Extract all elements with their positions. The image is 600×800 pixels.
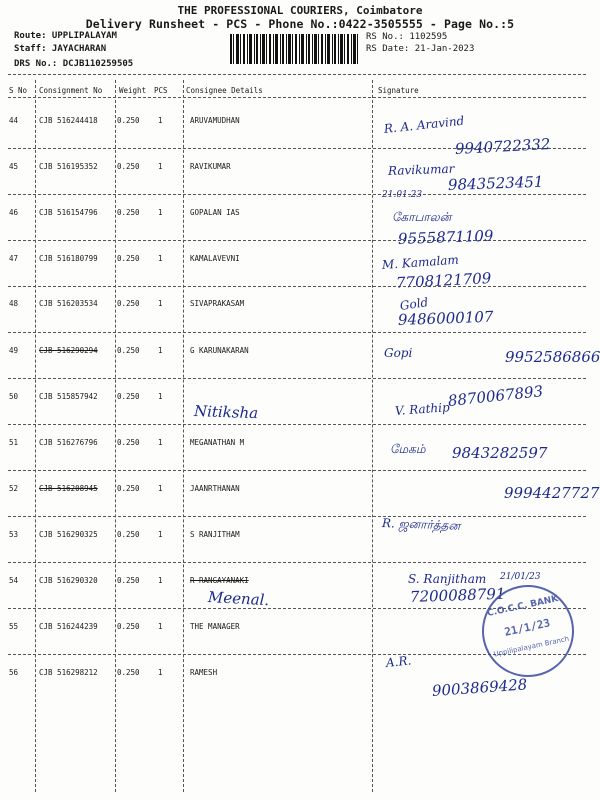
- row-consignment-no: CJB 516203534: [39, 299, 98, 308]
- signature-phone: 7708121709: [395, 269, 492, 292]
- signature-phone: 9843523451: [447, 172, 544, 194]
- row-sno: 46: [9, 208, 19, 217]
- signature-phone: 9003869428: [431, 675, 528, 700]
- col-divider: [35, 80, 36, 792]
- col-header-pcs: PCS: [154, 86, 168, 95]
- signature-phone: 9952586866: [505, 348, 600, 366]
- col-header-consignment: Consignment No: [39, 86, 103, 95]
- handwritten-note-row50: Nitiksha: [193, 402, 259, 423]
- row-consignment-no: CJB 516180799: [39, 254, 98, 263]
- row-weight: 0.250: [117, 484, 140, 493]
- col-divider: [372, 80, 373, 792]
- signature-phone: 9555871109: [397, 226, 494, 248]
- row-consignee: G KARUNAKARAN: [190, 346, 249, 355]
- row-consignee: RAVIKUMAR: [190, 162, 231, 171]
- row-weight: 0.250: [117, 208, 140, 217]
- row-rule: [8, 286, 586, 287]
- signature-phone: 9843282597: [452, 444, 548, 462]
- signature-name: மேகம்: [390, 442, 426, 456]
- company-title: THE PROFESSIONAL COURIERS, Coimbatore: [177, 4, 423, 17]
- signature-name: R. ஜனார்த்தன: [381, 516, 461, 533]
- row-consignment-no: CJB 516276796: [39, 438, 98, 447]
- row-consignee: S RANJITHAM: [190, 530, 240, 539]
- runsheet-subtitle: Delivery Runsheet - PCS - Phone No.:0422-3505555 - Page No.:5: [85, 17, 515, 31]
- staff-label: Staff: JAYACHARAN: [14, 44, 107, 54]
- signature-phone: 9994427727: [504, 484, 600, 502]
- row-sno: 52: [9, 484, 19, 493]
- row-consignment-no: CJB 516244418: [39, 116, 98, 125]
- row-pcs: 1: [158, 484, 163, 493]
- row-sno: 45: [9, 162, 19, 171]
- signature-date: 21/01/23: [500, 572, 541, 582]
- stamp-bank-name: C.O.C.C. BANK: [486, 594, 560, 619]
- row-weight: 0.250: [117, 530, 140, 539]
- row-sno: 56: [9, 668, 19, 677]
- row-sno: 53: [9, 530, 19, 539]
- barcode-image: [230, 34, 358, 64]
- row-pcs: 1: [158, 530, 163, 539]
- row-pcs: 1: [158, 346, 163, 355]
- signature-name: M. Kamalam: [381, 252, 460, 272]
- col-divider: [115, 80, 116, 792]
- signature-name: கோபாலன்: [392, 210, 452, 224]
- signature-name: S. Ranjitham: [408, 572, 487, 586]
- row-consignee: GOPALAN IAS: [190, 208, 240, 217]
- row-pcs: 1: [158, 438, 163, 447]
- handwritten-note-row54: Meenal.: [207, 588, 270, 610]
- row-consignment-no: CJB 516154796: [39, 208, 98, 217]
- signature-phone: 8870067893: [447, 382, 544, 410]
- route-label: Route: UPPLIPALAYAM: [14, 31, 117, 41]
- signature-date: 21.01.23: [382, 190, 423, 200]
- row-pcs: 1: [158, 208, 163, 217]
- row-consignee: MEGANATHAN M: [190, 438, 245, 447]
- row-pcs: 1: [158, 622, 163, 631]
- row-rule: [8, 332, 586, 333]
- row-consignment-no: CJB 516290294: [39, 346, 98, 355]
- row-consignee: RAMESH: [190, 668, 218, 677]
- rs-date: RS Date: 21-Jan-2023: [366, 44, 475, 54]
- col-header-weight: Weight: [119, 86, 147, 95]
- row-consignment-no: CJB 516195352: [39, 162, 98, 171]
- signature-name: Gopi: [384, 346, 413, 360]
- row-consignment-no: CJB 516290320: [39, 576, 98, 585]
- row-consignment-no: CJB 515857942: [39, 392, 98, 401]
- row-sno: 48: [9, 299, 19, 308]
- row-weight: 0.250: [117, 299, 140, 308]
- signature-phone: 9486000107: [397, 307, 494, 329]
- row-consignee: ARUVAMUDHAN: [190, 116, 240, 125]
- row-weight: 0.250: [117, 438, 140, 447]
- row-sno: 44: [9, 116, 19, 125]
- row-weight: 0.250: [117, 622, 140, 631]
- row-consignee: THE MANAGER: [190, 622, 240, 631]
- row-weight: 0.250: [117, 116, 140, 125]
- row-pcs: 1: [158, 299, 163, 308]
- row-sno: 49: [9, 346, 19, 355]
- signature-name: A.R.: [385, 653, 412, 670]
- row-consignment-no: CJB 516208945: [39, 484, 98, 493]
- col-header-consignee: Consignee Details: [186, 86, 263, 95]
- col-header-signature: Signature: [378, 86, 419, 95]
- col-header-sno: S No: [9, 86, 28, 95]
- row-rule: [8, 378, 586, 379]
- row-rule: [8, 240, 586, 241]
- rs-number: RS No.: 1102595: [366, 32, 448, 42]
- row-consignee: JAANRTHANAN: [190, 484, 240, 493]
- row-weight: 0.250: [117, 576, 140, 585]
- row-rule: [8, 516, 586, 517]
- stamp-date: 21/1/23: [503, 616, 552, 639]
- signature-phone: 9940722332: [454, 135, 551, 158]
- row-consignee: SIVAPRAKASAM: [190, 299, 245, 308]
- row-consignment-no: CJB 516244239: [39, 622, 98, 631]
- row-sno: 51: [9, 438, 19, 447]
- signature-name: Gold: [399, 295, 430, 313]
- table-top-rule: [8, 74, 586, 75]
- row-sno: 55: [9, 622, 19, 631]
- row-rule: [8, 194, 586, 195]
- row-pcs: 1: [158, 254, 163, 263]
- row-rule: [8, 562, 586, 563]
- row-pcs: 1: [158, 116, 163, 125]
- row-sno: 54: [9, 576, 19, 585]
- drs-number: DRS No.: DCJB110259505: [14, 59, 134, 69]
- row-sno: 50: [9, 392, 19, 401]
- row-pcs: 1: [158, 162, 163, 171]
- row-consignment-no: CJB 516298212: [39, 668, 98, 677]
- row-pcs: 1: [158, 392, 163, 401]
- row-rule: [8, 424, 586, 425]
- row-pcs: 1: [158, 668, 163, 677]
- signature-name: R. A. Aravind: [383, 113, 465, 136]
- row-consignment-no: CJB 516290325: [39, 530, 98, 539]
- signature-name: Ravikumar: [387, 161, 455, 178]
- stamp-branch: Uppilipalayam Branch: [492, 634, 570, 659]
- row-consignee: KAMALAVEVNI: [190, 254, 240, 263]
- signature-phone: 7200088791: [409, 584, 506, 606]
- header-rule: [8, 97, 586, 98]
- row-weight: 0.250: [117, 668, 140, 677]
- row-pcs: 1: [158, 576, 163, 585]
- row-weight: 0.250: [117, 254, 140, 263]
- row-weight: 0.250: [117, 346, 140, 355]
- col-divider: [183, 80, 184, 792]
- row-consignee: R RANGAYANAKI: [190, 576, 249, 585]
- row-weight: 0.250: [117, 392, 140, 401]
- row-sno: 47: [9, 254, 19, 263]
- row-weight: 0.250: [117, 162, 140, 171]
- signature-name: V. Rathip: [394, 400, 451, 418]
- row-rule: [8, 470, 586, 471]
